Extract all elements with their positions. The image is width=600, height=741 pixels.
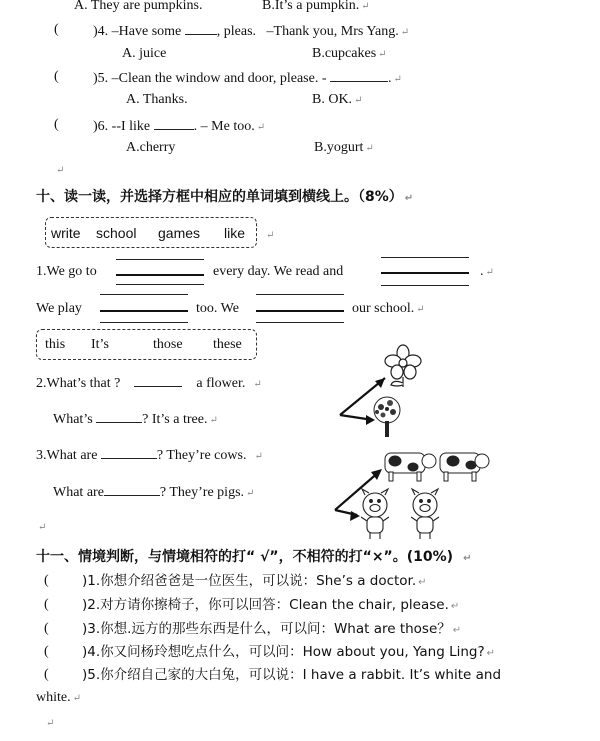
s10-q2b-blank[interactable] bbox=[96, 410, 142, 423]
s11-item-5-cont: white. ↵ bbox=[36, 690, 81, 705]
s10-q3a-blank[interactable] bbox=[101, 446, 157, 459]
word-this: this bbox=[45, 337, 66, 352]
word-school: school bbox=[96, 225, 137, 241]
q4-option-a: A. juice bbox=[122, 46, 167, 61]
s11-paren-1: ( bbox=[44, 573, 49, 588]
pig-icon bbox=[361, 489, 389, 539]
s10-q3b-blank[interactable] bbox=[104, 483, 160, 496]
para-mark: ↵ bbox=[56, 165, 65, 176]
q6-option-a: A.cherry bbox=[126, 140, 176, 155]
q5-stem: )5. –Clean the window and door, please. - . ↵ bbox=[93, 71, 402, 86]
s10-blank2[interactable] bbox=[381, 272, 469, 274]
s11-item-1: )1.你想介绍爸爸是一位医生，可以说：She’s a doctor. ↵ bbox=[82, 573, 427, 589]
s11-item-2: )2.对方请你擦椅子，你可以回答：Clean the chair, please. ↵ bbox=[82, 597, 460, 613]
q4-blank[interactable] bbox=[185, 22, 217, 35]
q6-option-b: B.yogurt ↵ bbox=[314, 140, 374, 155]
cows-pigs-illustration bbox=[325, 447, 490, 547]
s10-q2b: What’s ? It’s a tree. ↵ bbox=[53, 412, 218, 427]
s10-line1-c: . ↵ bbox=[480, 264, 494, 279]
word-games: games bbox=[158, 225, 201, 241]
flower-icon bbox=[385, 345, 421, 387]
section11-title: 十一、情境判断，与情境相符的打“ √”，不相符的打“×”。(10%) ↵ bbox=[36, 549, 472, 565]
word-box-2 bbox=[36, 329, 257, 360]
s11-paren-3: ( bbox=[44, 621, 49, 636]
word-these: these bbox=[213, 337, 242, 352]
word-its: It’s bbox=[91, 337, 109, 352]
s11-paren-4: ( bbox=[44, 644, 49, 659]
s10-blank1-top bbox=[116, 259, 204, 260]
q5-option-a: A. Thanks. bbox=[126, 92, 188, 107]
tree-icon bbox=[374, 397, 400, 437]
cow-icon bbox=[385, 453, 436, 481]
s10-blank1[interactable] bbox=[116, 274, 204, 276]
s11-item-5: )5.你介绍自己家的大白兔，可以说：I have a rabbit. It’s white and bbox=[82, 667, 502, 683]
q4-stem: )4. –Have some , pleas. –Thank you, Mrs Yang. ↵ bbox=[93, 24, 410, 39]
q3-option-b: B.It’s a pumpkin. ↵ bbox=[262, 0, 370, 13]
s11-paren-5: ( bbox=[44, 667, 49, 682]
word-write: write bbox=[51, 225, 81, 241]
s10-q2a: 2.What’s that ? a flower. ↵ bbox=[36, 376, 262, 391]
s10-line1-a: 1.We go to bbox=[36, 264, 97, 279]
section10-title: 十、读一读，并选择方框中相应的单词填到横线上。（8%） ↵ bbox=[36, 189, 414, 205]
q5-paren: ( bbox=[54, 69, 59, 84]
cow-icon bbox=[440, 453, 489, 481]
s10-blank3[interactable] bbox=[100, 310, 188, 312]
q4-option-b: B.cupcakes ↵ bbox=[312, 46, 387, 61]
pig-icon bbox=[411, 489, 439, 539]
s10-line2-c: our school. ↵ bbox=[352, 301, 425, 316]
s11-item-4: )4.你又问杨玲想吃点什么，可以问：How about you, Yang Ling? ↵ bbox=[82, 644, 496, 660]
word-like: like bbox=[224, 225, 246, 241]
q3-option-a: A. They are pumpkins. bbox=[74, 0, 203, 13]
q6-stem: )6. --I like . – Me too. ↵ bbox=[93, 119, 266, 134]
s10-line2-a: We play bbox=[36, 301, 82, 316]
word-those: those bbox=[153, 337, 183, 352]
q5-option-b: B. OK. ↵ bbox=[312, 92, 363, 107]
q4-paren: ( bbox=[54, 22, 59, 37]
word-box-1 bbox=[45, 217, 257, 248]
s10-line2-b: too. We bbox=[196, 301, 239, 316]
q5-blank[interactable] bbox=[330, 69, 388, 82]
s11-paren-2: ( bbox=[44, 597, 49, 612]
s11-item-3: )3.你想.远方的那些东西是什么，可以问：What are those？ ↵ bbox=[82, 621, 462, 637]
q6-blank[interactable] bbox=[154, 117, 194, 130]
s10-blank4[interactable] bbox=[256, 310, 344, 312]
s10-q3a: 3.What are ? They’re cows. ↵ bbox=[36, 448, 263, 463]
s10-q2a-blank[interactable] bbox=[134, 374, 182, 387]
q6-paren: ( bbox=[54, 117, 59, 132]
flower-tree-illustration bbox=[335, 345, 425, 440]
s10-q3b: What are ? They’re pigs. ↵ bbox=[53, 485, 255, 500]
s10-line1-b: every day. We read and bbox=[213, 264, 344, 279]
